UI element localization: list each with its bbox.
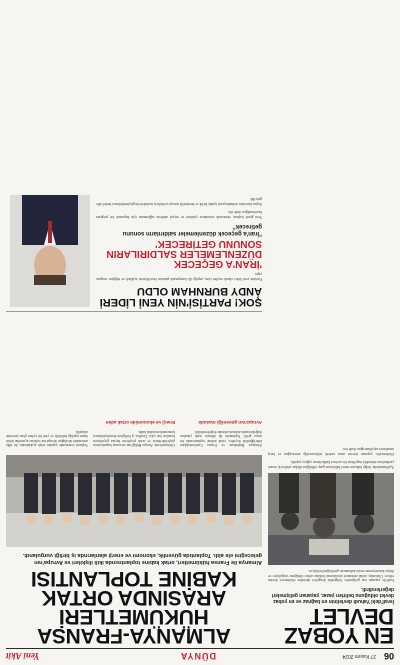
page-number: 06 xyxy=(383,651,394,661)
main-story-paragraph: Görüşmelerde, Avrupa Birliği'nin savunma kapasitesinin güçlendirilmesi ve ortak projelerin hayata geçirilmesi konuları öne çıktı. Taraflar, iş birliğinin derinleştirilmesi konusunda mutabık kaldı. xyxy=(93,429,175,448)
side-story xyxy=(6,11,262,312)
left-story xyxy=(268,5,394,648)
main-story-columns xyxy=(6,419,262,451)
side-story-paragraph: Yeni genel başkan, ekonomik sorunların çözümü ve sosyal adaletin sağlanması için kapsamlı bir program hazırlandığını ifade etti. xyxy=(96,210,262,219)
main-headline: ALMANYA-FRANSA HÜKÜMETLERİ ARASINDA ORTAK KABİNE TOPLANTISI xyxy=(31,567,237,647)
left-story-headline: EN YOBAZ DEVLET xyxy=(284,604,394,648)
main-subheading: Avrupa'nın güvenliği masada xyxy=(198,420,262,426)
main-story xyxy=(6,5,262,645)
protest-photo xyxy=(268,473,394,565)
left-story-paragraph: Açıklamalarda, bölge halkının temel haklarının gasp edildiğine dikkat çekilerek, insani yardımların önündeki engellerin bir an önce kaldırılması çağrısı yapıldı. xyxy=(268,460,394,469)
side-quote: "İran'a geçecek düzenlemeler saldırıların sonunu getirecek" xyxy=(122,223,262,237)
leader-portrait-image xyxy=(10,195,90,307)
issue-date: 27 Kasım 2024 xyxy=(342,653,376,659)
section-name: DÜNYA xyxy=(179,651,216,661)
left-story-paragraph: Gözlemciler, yaşanan sürecin uzun vadede istikrarsızlığı artıracağını ve barış umutlarını zayıflatacağını ifade etti. xyxy=(268,447,394,456)
leader-portrait xyxy=(10,195,90,307)
left-story-paragraph: İsrail'de yaşanan son gelişmeler, bölgedeki dengeleri derinden etkilemeye devam ediyor. Uzmanlar, atılan adımların uluslararası hukuka aykırı olduğunu vurguluyor ve dünya kamuoyunun sessiz kalmaması gerektiğini belirtiyor. xyxy=(268,569,394,583)
text-column xyxy=(6,419,88,451)
main-subheading: Enerji ve ekonomide ortak adım xyxy=(105,420,175,426)
text-column xyxy=(93,419,175,451)
main-story-paragraph: Almanya Başbakanı ve Fransa Cumhurbaşkanı liderliğindeki heyetler, ortak kabine toplantısında bir araya geldi. Toplantıda iki ülkenin ortak çıkarları doğrultusunda atılacak adımlar değerlendirildi. xyxy=(180,429,262,448)
main-deck: Almanya ile Fransa hükümetleri, ortak kabine toplantısında ikili ilişkileri ve Avrupa'nın geleceğini ele aldı. Toplantıda güvenlik, ekonomi ve enerji alanlarında iş birliği vurgulandı. xyxy=(22,552,262,565)
left-story-deck: İsrail'deki Yahudi devletinin en bağnaz ve en yobaz devlet olduğunu belirten yazar, yaşanan gelişmeleri değerlendirdi. xyxy=(271,586,394,604)
masthead xyxy=(6,648,394,661)
side-story-paragraph: Seçim sürecinin ardından parti içinde birlik ve beraberlik mesajı verilirken, muhalefetin güçlendirilmesi hedefi dile getirildi. xyxy=(96,197,262,206)
protest-photo-image xyxy=(268,473,394,565)
main-story-paragraph: Toplantı sonrasında yapılan ortak açıklamada, iki ülke arasındaki dostluğun Avrupa'nın istikrarı açısından kritik önem taşıdığı belirtildi ve yeni bir eylem planı üzerinde uzlaşıldı. xyxy=(6,429,88,448)
side-story-headline: ŞOK! PARTİSİ'NİN YENİ LİDERİ ANDY BURNHAM OLDU xyxy=(99,285,262,308)
cabinet-group-photo-image xyxy=(6,455,262,547)
text-column xyxy=(180,419,262,451)
side-red-headline: 'İRAN'A GEÇECEK DÜZENLEMELER SALDIRILARIN SONUNU GETİRECEK' xyxy=(106,238,262,270)
newspaper-logo: Yeni Akit xyxy=(6,651,40,661)
cabinet-group-photo xyxy=(6,455,262,547)
side-story-paragraph: Partinin yeni lideri olarak seçilen isim, yaptığı ilk konuşmada partinin önceliklerini açıkladı ve değişim vurgusu yaptı. xyxy=(96,272,262,281)
